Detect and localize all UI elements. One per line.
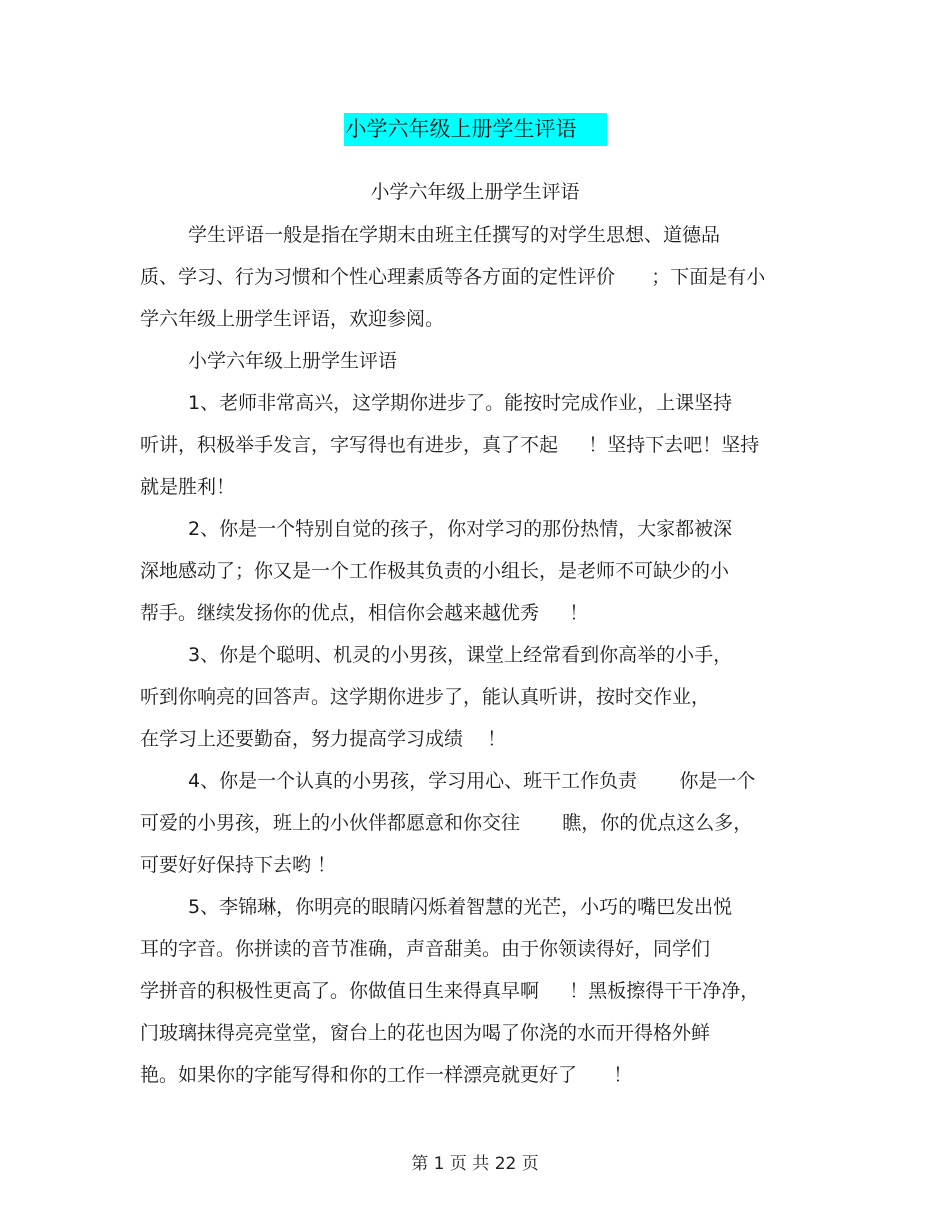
body-line: 学生评语一般是指在学期末由班主任撰写的对学生思想、道德品: [188, 224, 721, 246]
body-line: 可爱的小男孩，班上的小伙伴都愿意和你交往 瞧，你的优点这么多，: [140, 812, 753, 834]
page-number-footer: 第 1 页 共 22 页: [411, 1154, 539, 1174]
body-line: 帮手。继续发扬你的优点，相信你会越来越优秀 ！: [140, 602, 589, 624]
title-container: [0, 113, 950, 146]
body-line: 小学六年级上册学生评语: [188, 350, 398, 372]
body-line: 在学习上还要勤奋，努力提高学习成绩 ！: [140, 728, 507, 750]
document-subtitle: 小学六年级上册学生评语: [370, 181, 580, 203]
body-line: 艳。如果你的字能写得和你的工作一样漂亮就更好了 ！: [140, 1064, 633, 1086]
body-line: 听讲，积极举手发言，字写得也有进步，真了不起 ！坚持下去吧！坚持: [140, 434, 760, 456]
body-line: 学六年级上册学生评语，欢迎参阅。: [140, 308, 445, 330]
body-line: 2、你是一个特别自觉的孩子，你对学习的那份热情，大家都被深: [188, 518, 733, 540]
body-line: 4、你是一个认真的小男孩，学习用心、班干工作负责 你是一个: [188, 770, 756, 792]
body-line: 质、学习、行为习惯和个性心理素质等各方面的定性评价 ；下面是有小: [140, 266, 766, 288]
body-line: 就是胜利！: [140, 476, 236, 498]
document-body: [140, 214, 800, 1096]
body-line: 可要好好保持下去哟 ！: [140, 854, 337, 876]
body-line: 1、老师非常高兴，这学期你进步了。能按时完成作业，上课坚持: [188, 392, 733, 414]
body-line: 门玻璃抹得亮亮堂堂，窗台上的花也因为喝了你浇的水而开得格外鲜: [140, 1022, 711, 1044]
body-line: 5、李锦琳，你明亮的眼睛闪烁着智慧的光芒，小巧的嘴巴发出悦: [188, 896, 733, 918]
body-line: 3、你是个聪明、机灵的小男孩，课堂上经常看到你高举的小手，: [188, 644, 733, 666]
body-line: 深地感动了；你又是一个工作极其负责的小组长，是老师不可缺少的小: [140, 560, 730, 582]
body-line: 耳的字音。你拼读的音节准确，声音甜美。由于你领读得好，同学们: [140, 938, 711, 960]
body-line: 听到你响亮的回答声。这学期你进步了，能认真听讲，按时交作业，: [140, 686, 711, 708]
document-title: 小学六年级上册学生评语: [344, 113, 607, 146]
body-line: 学拼音的积极性更高了。你做值日生来得真早啊 ！黑板擦得干干净净，: [140, 980, 760, 1002]
